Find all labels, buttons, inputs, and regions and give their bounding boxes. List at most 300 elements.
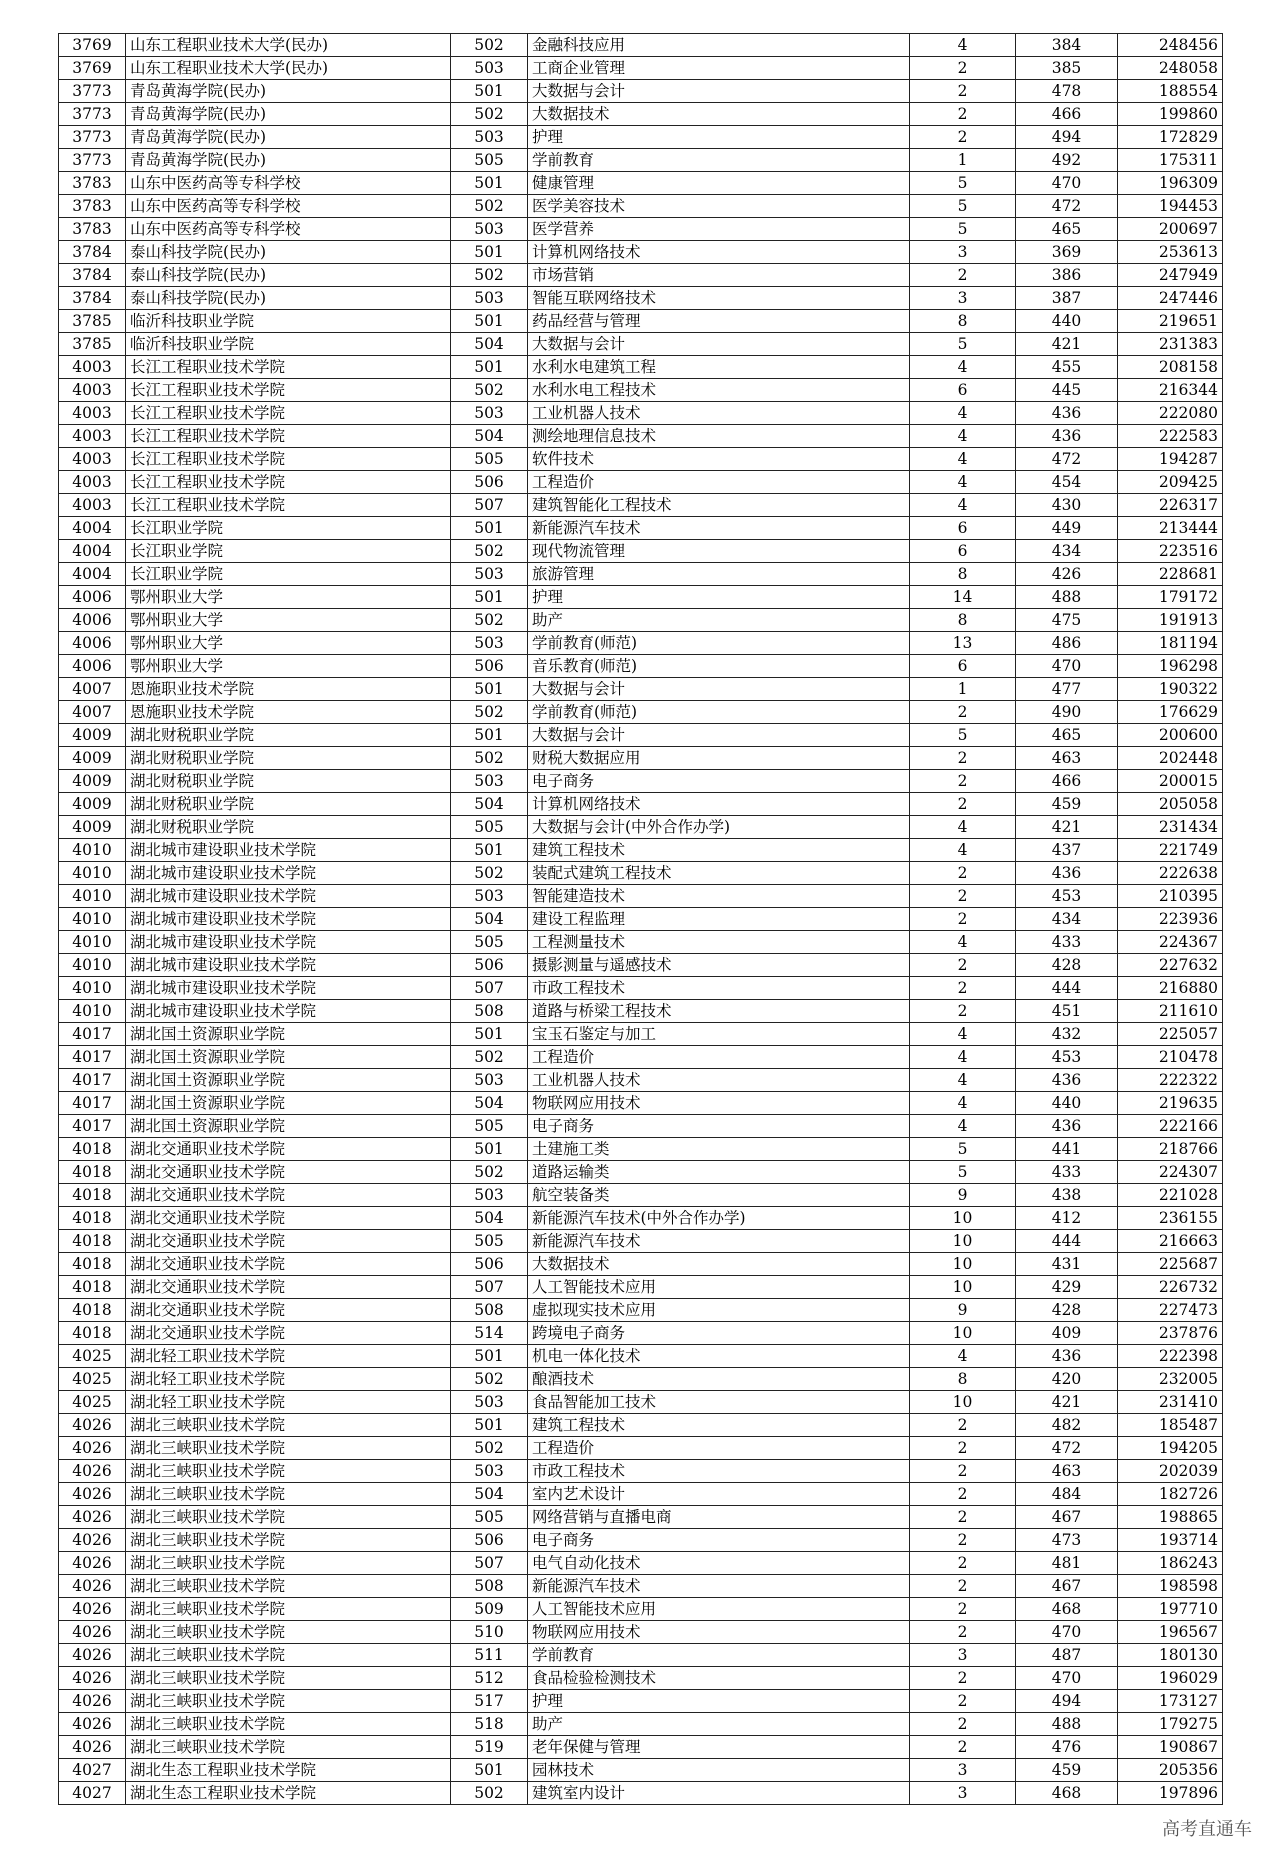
school-name-cell: 泰山科技学院(民办)	[126, 241, 451, 264]
major-code-cell: 504	[451, 333, 528, 356]
major-code-cell: 501	[451, 678, 528, 701]
school-code-cell: 4010	[59, 954, 126, 977]
school-code-cell: 4003	[59, 402, 126, 425]
plan-count-cell: 8	[910, 1368, 1016, 1391]
plan-count-cell: 2	[910, 885, 1016, 908]
school-name-cell: 湖北国土资源职业学院	[126, 1046, 451, 1069]
major-name-cell: 工业机器人技术	[528, 402, 910, 425]
school-name-cell: 湖北城市建设职业技术学院	[126, 885, 451, 908]
major-code-cell: 507	[451, 494, 528, 517]
min-rank-cell: 224367	[1118, 931, 1223, 954]
major-code-cell: 502	[451, 862, 528, 885]
major-name-cell: 物联网应用技术	[528, 1092, 910, 1115]
table-row	[59, 34, 1223, 57]
min-score-cell: 409	[1016, 1322, 1118, 1345]
major-code-cell: 502	[451, 1782, 528, 1805]
major-code-cell: 504	[451, 1092, 528, 1115]
min-rank-cell: 228681	[1118, 563, 1223, 586]
school-name-cell: 长江工程职业技术学院	[126, 471, 451, 494]
major-name-cell: 机电一体化技术	[528, 1345, 910, 1368]
min-rank-cell: 221749	[1118, 839, 1223, 862]
table-row	[59, 1115, 1223, 1138]
min-rank-cell: 211610	[1118, 1000, 1223, 1023]
min-score-cell: 475	[1016, 609, 1118, 632]
min-score-cell: 488	[1016, 586, 1118, 609]
school-code-cell: 4018	[59, 1276, 126, 1299]
school-name-cell: 湖北国土资源职业学院	[126, 1023, 451, 1046]
major-name-cell: 宝玉石鉴定与加工	[528, 1023, 910, 1046]
plan-count-cell: 2	[910, 770, 1016, 793]
major-name-cell: 电子商务	[528, 770, 910, 793]
min-rank-cell: 210395	[1118, 885, 1223, 908]
major-code-cell: 505	[451, 1115, 528, 1138]
school-code-cell: 3769	[59, 34, 126, 57]
school-name-cell: 湖北国土资源职业学院	[126, 1115, 451, 1138]
school-name-cell: 泰山科技学院(民办)	[126, 264, 451, 287]
major-name-cell: 药品经营与管理	[528, 310, 910, 333]
major-code-cell: 502	[451, 195, 528, 218]
plan-count-cell: 8	[910, 563, 1016, 586]
major-name-cell: 物联网应用技术	[528, 1621, 910, 1644]
table-row	[59, 1782, 1223, 1805]
min-rank-cell: 222166	[1118, 1115, 1223, 1138]
min-score-cell: 438	[1016, 1184, 1118, 1207]
min-score-cell: 490	[1016, 701, 1118, 724]
min-score-cell: 429	[1016, 1276, 1118, 1299]
min-score-cell: 434	[1016, 908, 1118, 931]
major-name-cell: 大数据与会计	[528, 724, 910, 747]
min-score-cell: 433	[1016, 931, 1118, 954]
major-name-cell: 虚拟现实技术应用	[528, 1299, 910, 1322]
major-name-cell: 智能建造技术	[528, 885, 910, 908]
school-code-cell: 4006	[59, 586, 126, 609]
min-score-cell: 478	[1016, 80, 1118, 103]
school-name-cell: 湖北轻工职业技术学院	[126, 1368, 451, 1391]
plan-count-cell: 6	[910, 379, 1016, 402]
major-code-cell: 505	[451, 1230, 528, 1253]
plan-count-cell: 2	[910, 1736, 1016, 1759]
admission-table-sheet	[58, 33, 1222, 1805]
table-row	[59, 195, 1223, 218]
min-rank-cell: 194205	[1118, 1437, 1223, 1460]
plan-count-cell: 2	[910, 1713, 1016, 1736]
min-rank-cell: 225687	[1118, 1253, 1223, 1276]
min-rank-cell: 200015	[1118, 770, 1223, 793]
min-rank-cell: 226732	[1118, 1276, 1223, 1299]
table-row	[59, 678, 1223, 701]
major-code-cell: 517	[451, 1690, 528, 1713]
min-score-cell: 421	[1016, 816, 1118, 839]
table-row	[59, 1598, 1223, 1621]
plan-count-cell: 2	[910, 103, 1016, 126]
min-score-cell: 459	[1016, 1759, 1118, 1782]
min-rank-cell: 223516	[1118, 540, 1223, 563]
school-name-cell: 长江工程职业技术学院	[126, 379, 451, 402]
table-row	[59, 655, 1223, 678]
major-code-cell: 502	[451, 379, 528, 402]
major-code-cell: 502	[451, 540, 528, 563]
major-code-cell: 502	[451, 1046, 528, 1069]
plan-count-cell: 3	[910, 1759, 1016, 1782]
table-row	[59, 1023, 1223, 1046]
plan-count-cell: 5	[910, 333, 1016, 356]
min-rank-cell: 210478	[1118, 1046, 1223, 1069]
table-row	[59, 241, 1223, 264]
table-row	[59, 1253, 1223, 1276]
min-rank-cell: 185487	[1118, 1414, 1223, 1437]
min-rank-cell: 180130	[1118, 1644, 1223, 1667]
school-name-cell: 长江工程职业技术学院	[126, 402, 451, 425]
min-score-cell: 436	[1016, 402, 1118, 425]
table-row	[59, 494, 1223, 517]
school-code-cell: 4003	[59, 379, 126, 402]
table-row	[59, 264, 1223, 287]
plan-count-cell: 4	[910, 931, 1016, 954]
table-row	[59, 931, 1223, 954]
major-code-cell: 505	[451, 816, 528, 839]
min-score-cell: 466	[1016, 770, 1118, 793]
plan-count-cell: 4	[910, 1115, 1016, 1138]
major-code-cell: 503	[451, 770, 528, 793]
min-score-cell: 437	[1016, 839, 1118, 862]
min-rank-cell: 231434	[1118, 816, 1223, 839]
school-code-cell: 4026	[59, 1644, 126, 1667]
major-name-cell: 工业机器人技术	[528, 1069, 910, 1092]
school-name-cell: 湖北城市建设职业技术学院	[126, 931, 451, 954]
table-row	[59, 1161, 1223, 1184]
school-name-cell: 湖北生态工程职业技术学院	[126, 1782, 451, 1805]
school-code-cell: 4006	[59, 655, 126, 678]
major-code-cell: 509	[451, 1598, 528, 1621]
major-code-cell: 504	[451, 793, 528, 816]
plan-count-cell: 2	[910, 701, 1016, 724]
min-score-cell: 470	[1016, 655, 1118, 678]
school-name-cell: 湖北交通职业技术学院	[126, 1276, 451, 1299]
major-code-cell: 506	[451, 1529, 528, 1552]
major-code-cell: 501	[451, 839, 528, 862]
school-name-cell: 恩施职业技术学院	[126, 678, 451, 701]
major-name-cell: 新能源汽车技术	[528, 1230, 910, 1253]
major-name-cell: 水利水电建筑工程	[528, 356, 910, 379]
major-name-cell: 学前教育	[528, 1644, 910, 1667]
school-code-cell: 4004	[59, 540, 126, 563]
school-code-cell: 4026	[59, 1437, 126, 1460]
min-score-cell: 465	[1016, 218, 1118, 241]
school-name-cell: 湖北三峡职业技术学院	[126, 1690, 451, 1713]
min-rank-cell: 231410	[1118, 1391, 1223, 1414]
major-code-cell: 506	[451, 471, 528, 494]
major-name-cell: 大数据与会计	[528, 333, 910, 356]
school-name-cell: 湖北三峡职业技术学院	[126, 1437, 451, 1460]
major-code-cell: 503	[451, 885, 528, 908]
table-row	[59, 80, 1223, 103]
plan-count-cell: 4	[910, 816, 1016, 839]
min-score-cell: 431	[1016, 1253, 1118, 1276]
plan-count-cell: 4	[910, 1092, 1016, 1115]
table-row	[59, 1207, 1223, 1230]
plan-count-cell: 2	[910, 1506, 1016, 1529]
major-code-cell: 501	[451, 517, 528, 540]
plan-count-cell: 2	[910, 1690, 1016, 1713]
major-code-cell: 505	[451, 931, 528, 954]
min-rank-cell: 190322	[1118, 678, 1223, 701]
table-row	[59, 1069, 1223, 1092]
table-row	[59, 609, 1223, 632]
min-rank-cell: 222322	[1118, 1069, 1223, 1092]
table-row	[59, 517, 1223, 540]
min-rank-cell: 236155	[1118, 1207, 1223, 1230]
min-score-cell: 468	[1016, 1782, 1118, 1805]
plan-count-cell: 10	[910, 1207, 1016, 1230]
major-name-cell: 工程造价	[528, 1437, 910, 1460]
plan-count-cell: 2	[910, 1667, 1016, 1690]
min-rank-cell: 227632	[1118, 954, 1223, 977]
plan-count-cell: 2	[910, 954, 1016, 977]
table-row	[59, 1299, 1223, 1322]
major-code-cell: 502	[451, 1161, 528, 1184]
plan-count-cell: 3	[910, 287, 1016, 310]
min-score-cell: 432	[1016, 1023, 1118, 1046]
min-score-cell: 445	[1016, 379, 1118, 402]
major-name-cell: 计算机网络技术	[528, 793, 910, 816]
min-score-cell: 421	[1016, 333, 1118, 356]
school-code-cell: 4018	[59, 1138, 126, 1161]
school-code-cell: 4010	[59, 977, 126, 1000]
min-rank-cell: 219651	[1118, 310, 1223, 333]
school-code-cell: 4010	[59, 931, 126, 954]
table-row	[59, 1345, 1223, 1368]
min-score-cell: 488	[1016, 1713, 1118, 1736]
major-name-cell: 测绘地理信息技术	[528, 425, 910, 448]
watermark-text: 高考直通车	[1162, 1819, 1252, 1840]
plan-count-cell: 4	[910, 471, 1016, 494]
school-name-cell: 长江职业学院	[126, 517, 451, 540]
major-name-cell: 人工智能技术应用	[528, 1598, 910, 1621]
plan-count-cell: 4	[910, 1023, 1016, 1046]
school-name-cell: 湖北三峡职业技术学院	[126, 1483, 451, 1506]
plan-count-cell: 10	[910, 1322, 1016, 1345]
table-row	[59, 126, 1223, 149]
table-row	[59, 1575, 1223, 1598]
major-name-cell: 学前教育	[528, 149, 910, 172]
school-code-cell: 4003	[59, 494, 126, 517]
plan-count-cell: 10	[910, 1253, 1016, 1276]
major-name-cell: 建设工程监理	[528, 908, 910, 931]
school-code-cell: 3769	[59, 57, 126, 80]
school-code-cell: 3784	[59, 241, 126, 264]
min-score-cell: 481	[1016, 1552, 1118, 1575]
school-code-cell: 4027	[59, 1759, 126, 1782]
school-name-cell: 湖北交通职业技术学院	[126, 1184, 451, 1207]
major-code-cell: 508	[451, 1575, 528, 1598]
major-code-cell: 501	[451, 172, 528, 195]
min-rank-cell: 186243	[1118, 1552, 1223, 1575]
school-code-cell: 4004	[59, 517, 126, 540]
min-score-cell: 459	[1016, 793, 1118, 816]
school-name-cell: 湖北城市建设职业技术学院	[126, 977, 451, 1000]
major-name-cell: 工程测量技术	[528, 931, 910, 954]
school-code-cell: 4010	[59, 908, 126, 931]
major-code-cell: 506	[451, 655, 528, 678]
school-code-cell: 4009	[59, 770, 126, 793]
school-name-cell: 临沂科技职业学院	[126, 333, 451, 356]
plan-count-cell: 5	[910, 724, 1016, 747]
school-code-cell: 4018	[59, 1161, 126, 1184]
min-rank-cell: 222080	[1118, 402, 1223, 425]
major-name-cell: 现代物流管理	[528, 540, 910, 563]
min-rank-cell: 226317	[1118, 494, 1223, 517]
plan-count-cell: 2	[910, 1598, 1016, 1621]
school-code-cell: 4025	[59, 1391, 126, 1414]
table-row	[59, 1667, 1223, 1690]
major-code-cell: 503	[451, 1184, 528, 1207]
plan-count-cell: 10	[910, 1276, 1016, 1299]
major-name-cell: 航空装备类	[528, 1184, 910, 1207]
min-rank-cell: 173127	[1118, 1690, 1223, 1713]
min-score-cell: 455	[1016, 356, 1118, 379]
min-score-cell: 494	[1016, 126, 1118, 149]
school-code-cell: 4010	[59, 839, 126, 862]
school-name-cell: 湖北城市建设职业技术学院	[126, 954, 451, 977]
major-name-cell: 新能源汽车技术	[528, 1575, 910, 1598]
school-code-cell: 3784	[59, 287, 126, 310]
school-name-cell: 鄂州职业大学	[126, 632, 451, 655]
school-code-cell: 3784	[59, 264, 126, 287]
school-name-cell: 青岛黄海学院(民办)	[126, 103, 451, 126]
major-code-cell: 507	[451, 1276, 528, 1299]
school-code-cell: 3773	[59, 103, 126, 126]
min-score-cell: 420	[1016, 1368, 1118, 1391]
min-rank-cell: 202448	[1118, 747, 1223, 770]
min-score-cell: 454	[1016, 471, 1118, 494]
min-rank-cell: 191913	[1118, 609, 1223, 632]
school-code-cell: 4010	[59, 862, 126, 885]
major-name-cell: 软件技术	[528, 448, 910, 471]
major-name-cell: 建筑工程技术	[528, 1414, 910, 1437]
min-score-cell: 463	[1016, 1460, 1118, 1483]
school-name-cell: 湖北轻工职业技术学院	[126, 1391, 451, 1414]
major-code-cell: 508	[451, 1299, 528, 1322]
school-code-cell: 4009	[59, 816, 126, 839]
table-row	[59, 1736, 1223, 1759]
min-score-cell: 467	[1016, 1575, 1118, 1598]
school-code-cell: 4003	[59, 471, 126, 494]
plan-count-cell: 2	[910, 1552, 1016, 1575]
major-code-cell: 505	[451, 448, 528, 471]
min-score-cell: 436	[1016, 1115, 1118, 1138]
school-name-cell: 湖北三峡职业技术学院	[126, 1529, 451, 1552]
table-row	[59, 1621, 1223, 1644]
min-score-cell: 473	[1016, 1529, 1118, 1552]
min-rank-cell: 231383	[1118, 333, 1223, 356]
school-name-cell: 湖北城市建设职业技术学院	[126, 1000, 451, 1023]
school-code-cell: 4025	[59, 1368, 126, 1391]
major-code-cell: 506	[451, 1253, 528, 1276]
table-row	[59, 1046, 1223, 1069]
plan-count-cell: 4	[910, 1046, 1016, 1069]
plan-count-cell: 3	[910, 241, 1016, 264]
plan-count-cell: 9	[910, 1184, 1016, 1207]
min-score-cell: 436	[1016, 425, 1118, 448]
min-rank-cell: 176629	[1118, 701, 1223, 724]
school-code-cell: 4003	[59, 448, 126, 471]
school-name-cell: 泰山科技学院(民办)	[126, 287, 451, 310]
min-score-cell: 463	[1016, 747, 1118, 770]
school-code-cell: 4010	[59, 1000, 126, 1023]
major-name-cell: 电子商务	[528, 1529, 910, 1552]
min-rank-cell: 247949	[1118, 264, 1223, 287]
table-row	[59, 701, 1223, 724]
plan-count-cell: 2	[910, 1621, 1016, 1644]
major-name-cell: 大数据技术	[528, 1253, 910, 1276]
min-rank-cell: 224307	[1118, 1161, 1223, 1184]
major-name-cell: 建筑工程技术	[528, 839, 910, 862]
major-code-cell: 501	[451, 1414, 528, 1437]
major-code-cell: 507	[451, 977, 528, 1000]
major-name-cell: 护理	[528, 126, 910, 149]
min-rank-cell: 213444	[1118, 517, 1223, 540]
table-row	[59, 425, 1223, 448]
min-rank-cell: 221028	[1118, 1184, 1223, 1207]
school-code-cell: 4006	[59, 632, 126, 655]
table-row	[59, 1322, 1223, 1345]
school-name-cell: 湖北交通职业技术学院	[126, 1207, 451, 1230]
school-code-cell: 4009	[59, 747, 126, 770]
school-code-cell: 4026	[59, 1690, 126, 1713]
major-name-cell: 市政工程技术	[528, 1460, 910, 1483]
school-name-cell: 湖北三峡职业技术学院	[126, 1644, 451, 1667]
school-name-cell: 湖北交通职业技术学院	[126, 1322, 451, 1345]
major-name-cell: 学前教育(师范)	[528, 701, 910, 724]
plan-count-cell: 2	[910, 264, 1016, 287]
school-name-cell: 鄂州职业大学	[126, 655, 451, 678]
school-code-cell: 4009	[59, 793, 126, 816]
table-row	[59, 1552, 1223, 1575]
min-rank-cell: 202039	[1118, 1460, 1223, 1483]
table-row	[59, 1276, 1223, 1299]
plan-count-cell: 2	[910, 1575, 1016, 1598]
major-name-cell: 建筑智能化工程技术	[528, 494, 910, 517]
school-name-cell: 长江工程职业技术学院	[126, 448, 451, 471]
plan-count-cell: 6	[910, 517, 1016, 540]
school-name-cell: 湖北生态工程职业技术学院	[126, 1759, 451, 1782]
min-score-cell: 468	[1016, 1598, 1118, 1621]
school-name-cell: 湖北交通职业技术学院	[126, 1299, 451, 1322]
table-row	[59, 1506, 1223, 1529]
table-row	[59, 1759, 1223, 1782]
school-code-cell: 3783	[59, 195, 126, 218]
plan-count-cell: 4	[910, 425, 1016, 448]
plan-count-cell: 2	[910, 862, 1016, 885]
min-score-cell: 444	[1016, 1230, 1118, 1253]
school-name-cell: 湖北财税职业学院	[126, 816, 451, 839]
major-name-cell: 工程造价	[528, 471, 910, 494]
min-score-cell: 386	[1016, 264, 1118, 287]
major-code-cell: 501	[451, 310, 528, 333]
min-rank-cell: 200600	[1118, 724, 1223, 747]
min-rank-cell: 200697	[1118, 218, 1223, 241]
major-code-cell: 502	[451, 1437, 528, 1460]
table-row	[59, 1483, 1223, 1506]
school-name-cell: 湖北财税职业学院	[126, 724, 451, 747]
school-code-cell: 4003	[59, 356, 126, 379]
min-rank-cell: 182726	[1118, 1483, 1223, 1506]
school-name-cell: 湖北三峡职业技术学院	[126, 1552, 451, 1575]
plan-count-cell: 5	[910, 218, 1016, 241]
plan-count-cell: 2	[910, 126, 1016, 149]
min-rank-cell: 208158	[1118, 356, 1223, 379]
major-name-cell: 市政工程技术	[528, 977, 910, 1000]
